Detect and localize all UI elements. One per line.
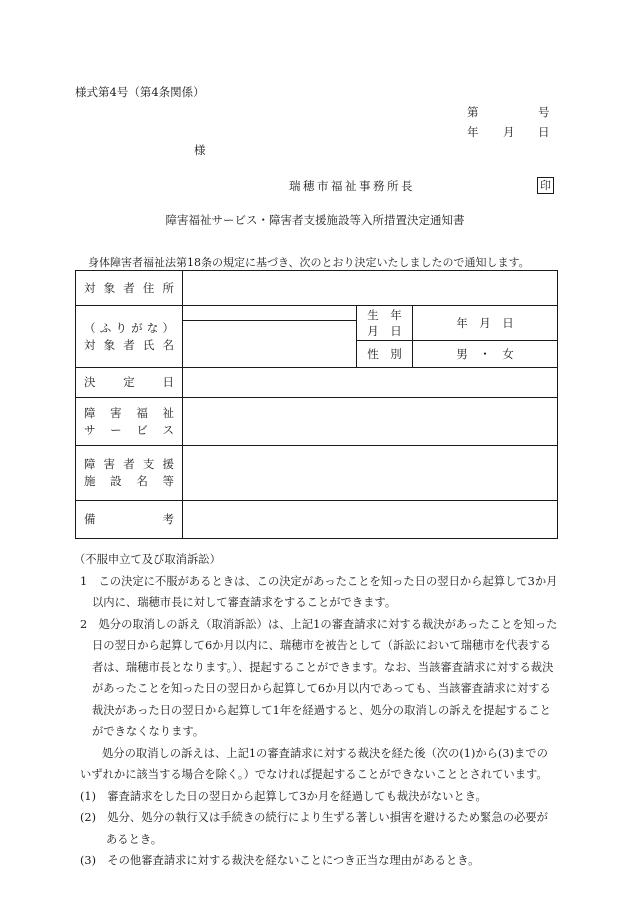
birth-value[interactable]: 年 月 日 xyxy=(413,306,558,341)
issuer-name: 瑞穂市福祉事務所長 xyxy=(289,179,415,193)
facility-label-cell xyxy=(76,446,183,501)
facility-value[interactable] xyxy=(183,446,558,501)
notes-sub-1: (1) 審査請求をした日の翌日から起算して3か月を経過しても裁決がないとき。 xyxy=(80,789,487,803)
date-year: 年 xyxy=(467,125,479,139)
notes-item-1: 1 この決定に不服があるときは、この決定があったことを知った日の翌日から起算して3か月以内に、瑞穂市長に対して審査請求をすることができます。 xyxy=(80,574,558,609)
birth-label-1: 生 年 xyxy=(367,308,402,322)
birth-label-2: 月 日 xyxy=(367,324,402,338)
seal-mark: 印 xyxy=(537,177,554,194)
form-number: 様式第4号（第4条関係） xyxy=(75,85,205,99)
name-label-cell xyxy=(76,306,183,368)
facility-label-1: 障害者支援 xyxy=(84,457,174,471)
address-label: 対象者住所 xyxy=(76,271,183,306)
intro-text: 身体障害者福祉法第18条の規定に基づき、次のとおり決定いたしましたので通知します。 xyxy=(88,256,530,269)
date-day: 日 xyxy=(538,125,550,139)
notes-heading: （不服申立て及び取消訴訟） xyxy=(74,553,221,566)
service-label-cell xyxy=(76,398,183,446)
addressee-suffix: 様 xyxy=(194,143,206,157)
decision-date-label: 決定日 xyxy=(76,368,183,398)
address-value[interactable] xyxy=(183,271,558,306)
notes-item-2: 2 処分の取消しの訴え（取消訴訟）は、上記1の審査請求に対する裁決があったことを知った日の翌日から起算して6か月以内に、瑞穂市を被告として（訴訟において瑞穂市を代表する者は、瑞穂市長となります。）、提起することができます。なお、当該審査請求に対する裁決があったことを知った日の翌日から起算して6か月以内であっても、当該審査請求に対する裁決があった日の翌日から起算して1年を経過すると、処分の取消しの訴えを提起することができなくなります。 xyxy=(80,617,558,738)
decision-date-value[interactable] xyxy=(183,368,558,398)
service-label-2: サービス xyxy=(84,422,174,437)
notes-sub-2: (2) 処分、処分の執行又は手続きの続行により生ずる著しい損害を避けるため緊急の必要があるとき。 xyxy=(80,811,548,846)
sex-label: 性 別 xyxy=(357,341,413,368)
name-value[interactable] xyxy=(183,306,357,368)
furigana-label: （ふりがな） xyxy=(84,320,174,335)
decision-form-table xyxy=(75,270,558,539)
sex-value[interactable]: 男 ・ 女 xyxy=(413,341,558,368)
service-value[interactable] xyxy=(183,398,558,446)
birth-label-cell xyxy=(357,306,413,341)
remarks-value[interactable] xyxy=(183,501,558,539)
notes-paragraph-2: 処分の取消しの訴えは、上記1の審査請求に対する裁決を経た後（次の(1)から(3)までのいずれかに該当する場合を除く。）でなければ提起することができないこととされています。 xyxy=(80,746,548,781)
appeal-notes xyxy=(74,549,558,872)
facility-label-2: 施設名等 xyxy=(84,474,174,488)
notes-sub-3: (3) その他審査請求に対する裁決を経ないことにつき正当な理由があるとき。 xyxy=(80,854,480,867)
remarks-label: 備考 xyxy=(76,501,183,539)
service-label-1: 障害福祉 xyxy=(84,405,174,420)
furigana-divider xyxy=(183,320,356,321)
doc-number-suffix: 号 xyxy=(538,105,550,119)
document-title: 障害福祉サービス・障害者支援施設等入所措置決定通知書 xyxy=(165,213,465,227)
date-month: 月 xyxy=(503,125,515,139)
doc-number-prefix: 第 xyxy=(467,105,479,119)
name-label: 対象者氏名 xyxy=(84,337,174,352)
